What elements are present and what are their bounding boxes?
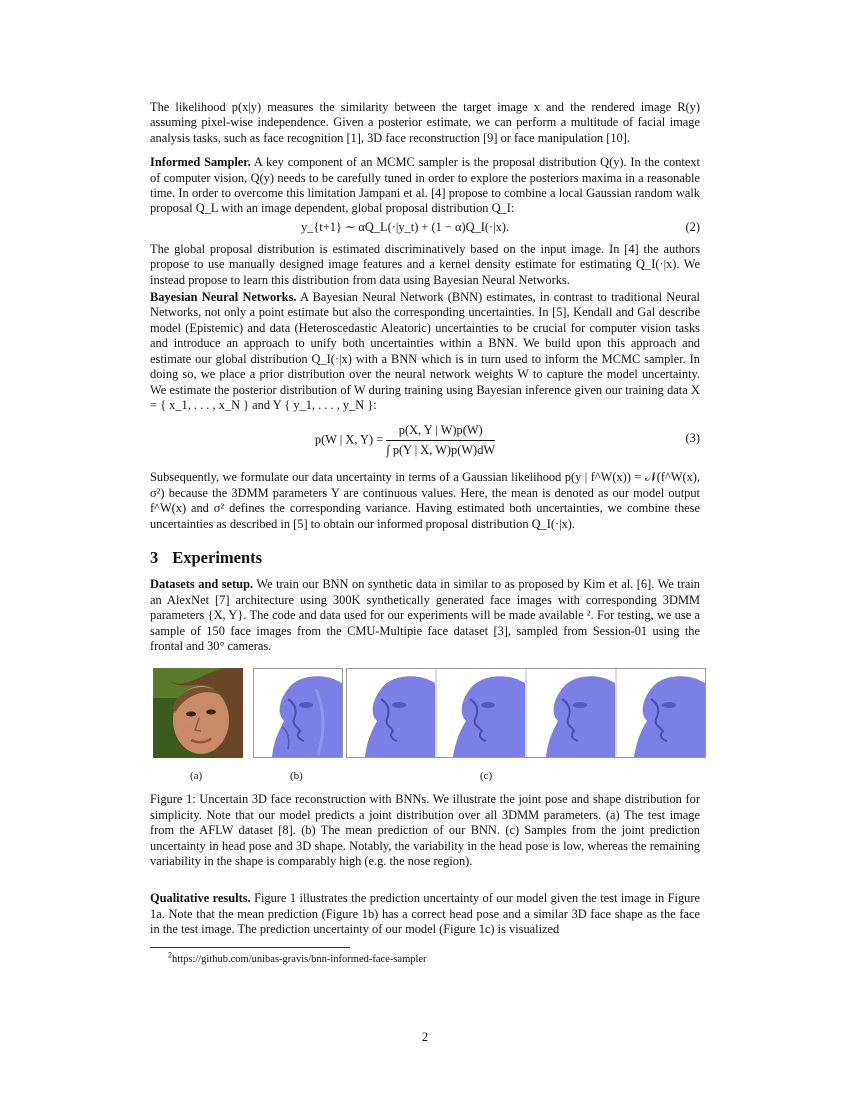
footnote-link[interactable]: https://github.com/unibas-gravis/bnn-informed-face-sampler: [172, 953, 427, 965]
section-heading: [150, 547, 700, 567]
face-mesh-samples-image: [347, 669, 705, 757]
text-bnn: A Bayesian Neural Network (BNN) estimates, in contrast to traditional Neural Networks, not only a point estimate but also the corresponding uncertainties. In [5], Kendall and Gal describe model (Epistemic) and data (Heteroscedastic Aleatoric) uncertainties to be crucial for computer vision tasks and introduce an approach to unify both uncertainties within a BNN. We build upon this approach and estimate our global distribution Q_I(·|x) with a BNN which is in turn used to inform the MCMC sampler. In doing so, we place a prior distribution over the neural network weights W to capture the model uncertainty. We estimate the posterior distribution of W during training using Bayesian inference given our training data X = { x_1, . . . , x_N } and Y { y_1, . . . , y_N }:: [150, 290, 700, 412]
text-qualitative: Figure 1 illustrates the prediction uncertainty of our model given the test image in Figure 1a. Note that the mean prediction (Figure 1b) has a correct head pose and a similar 3D face shape as the face in the test image. The prediction uncertainty of our model (Figure 1c) is visualized: [150, 891, 701, 937]
section-number: 3: [150, 547, 159, 567]
equation-3-lhs: p(W | X, Y) =: [314, 432, 384, 447]
equation-3: [150, 419, 700, 461]
equation-2-body: y_{t+1} ∼ αQ_L(·|y_t) + (1 − α)Q_I(·|x).: [300, 219, 510, 234]
paragraph-qualitative: [150, 891, 700, 937]
equation-3-body: [150, 423, 660, 458]
heading-informed-sampler: Informed Sampler.: [150, 155, 251, 170]
footnote: [150, 952, 700, 967]
sample-mesh-2: [453, 677, 525, 758]
paragraph-data-uncertainty: Subsequently, we formulate our data uncertainty in terms of a Gaussian likelihood p(y | f^W(x)) = 𝒩(f^W(x), σ²) because the 3DMM parameters Y are continuous values. Here, the mean is denoted as our model output f^W(x) and σ² defines the corresponding variance. Having estimated both uncertainties, we combine these uncertainties as described in [5] to obtain our informed proposal distribution Q_I(·|x).: [150, 470, 700, 531]
figure-1-caption: Figure 1: Uncertain 3D face reconstruction with BNNs. We illustrate the joint pose and shape distribution for simplicity. Note that our model predicts a joint distribution over all 3DMM parameters. (a) The test image from the AFLW dataset [8]. (b) The mean prediction of our BNN. (c) Samples from the joint prediction uncertainty in head pose and 3D shape. Notably, the variability in the head pose is low, whereas the remaining variability in the shape is comparably high (e.g. the nose region).: [150, 792, 700, 868]
figure-label-b: (b): [290, 770, 303, 783]
paragraph-bnn: [150, 290, 700, 413]
equation-2: [150, 219, 700, 239]
page-number: 2: [421, 1030, 429, 1044]
figure-panel-a-photo: [153, 668, 243, 758]
face-photo-image: [153, 668, 243, 758]
figure-panel-c-samples: [346, 668, 706, 758]
heading-bnn: Bayesian Neural Networks.: [150, 290, 297, 305]
text-datasets: We train our BNN on synthetic data in similar to as proposed by Kim et al. [6]. We train an AlexNet [7] architecture using 300K synthetically generated face images with corresponding 3DMM parameters {X, Y}. The code and data used for our experiments will be made available ². For testing, we use a sample of 150 face images from the CMU-Multipie face dataset [3], sampled from Session-01 using the frontal and 30° cameras.: [150, 577, 701, 653]
sample-mesh-1: [365, 677, 435, 758]
paragraph-informed-sampler: [150, 155, 700, 217]
footnote-rule: [150, 947, 350, 948]
paragraph-likelihood: The likelihood p(x|y) measures the similarity between the target image x and the rendered image R(y) assuming pixel-wise independence. Given a posterior estimate, we can perform a multitude of facial image analysis tasks, such as face recognition [1], 3D face reconstruction [9] or face manipulation [10].: [150, 100, 700, 145]
paper-body: [150, 100, 700, 967]
figure-label-c: (c): [480, 770, 493, 783]
equation-3-numerator: p(X, Y | W)p(W): [386, 423, 495, 440]
heading-qualitative: Qualitative results.: [150, 891, 251, 906]
sample-mesh-3: [546, 677, 615, 758]
section-title: Experiments: [172, 547, 263, 567]
paragraph-datasets: [150, 577, 700, 654]
equation-3-fraction: [386, 423, 495, 458]
paragraph-global-proposal: The global proposal distribution is estimated discriminatively based on the input image. In [4] the authors propose to use manually designed image features and a kernel density estimate for estimating Q_I(·|x). We instead propose to learn this distribution from data using Bayesian Neural Networks.: [150, 241, 700, 287]
figure-label-a: (a): [190, 770, 203, 783]
equation-3-number: (3): [685, 431, 700, 446]
sample-mesh-4: [634, 677, 705, 758]
face-mesh-image: [254, 669, 342, 757]
equation-3-denominator: ∫ p(Y | X, W)p(W)dW: [386, 442, 496, 457]
figure-panel-b-mean-mesh: [253, 668, 343, 758]
footnote-mark: 2: [168, 950, 172, 960]
figure-1: [150, 668, 700, 786]
heading-datasets: Datasets and setup.: [150, 577, 254, 592]
text-informed-sampler: A key component of an MCMC sampler is the proposal distribution Q(y). In the context of computer vision, Q(y) needs to be carefully tuned in order to explore the posteriors maxima in a reasonable time. In order to overcome this limitation Jampani et al. [4] propose to combine a local Gaussian random walk proposal Q_L with an image dependent, global proposal distribution Q_I:: [150, 155, 700, 216]
equation-2-number: (2): [685, 219, 700, 234]
